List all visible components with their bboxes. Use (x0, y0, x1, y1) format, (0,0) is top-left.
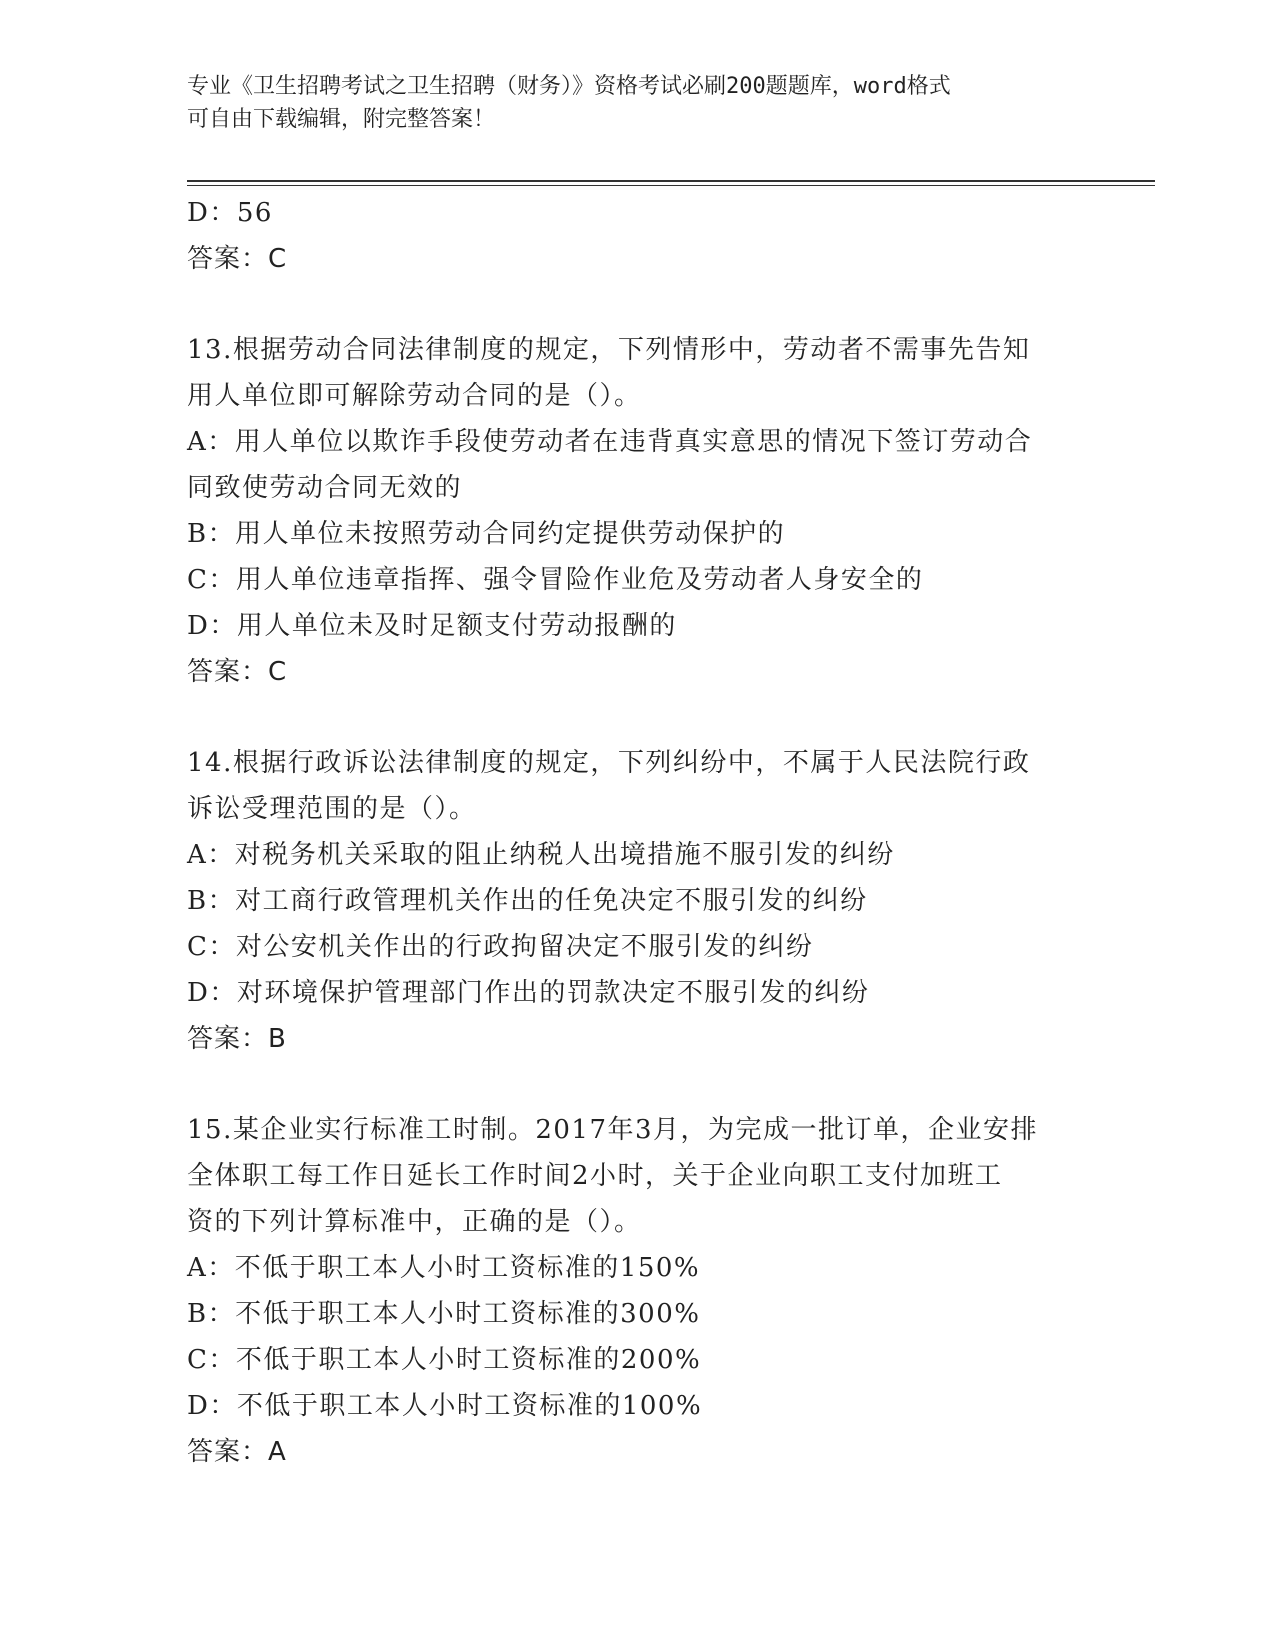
option-a: A：用人单位以欺诈手段使劳动者在违背真实意思的情况下签订劳动合 (187, 427, 1033, 457)
header-divider-thin (187, 185, 1155, 186)
answer: 答案：C (187, 657, 288, 687)
question-stem: 14.根据行政诉讼法律制度的规定，下列纠纷中，不属于人民法院行政 (187, 748, 1031, 778)
option-d: D：用人单位未及时足额支付劳动报酬的 (187, 611, 677, 641)
header-title-line-1: 专业《卫生招聘考试之卫生招聘（财务）》资格考试必刷200题题库，word格式 (187, 74, 951, 99)
document-body (187, 190, 1087, 1475)
question-stem: 诉讼受理范围的是（）。 (187, 794, 477, 824)
header-divider-thick (187, 180, 1155, 182)
answer: 答案：B (187, 1024, 287, 1054)
header-title-line-2: 可自由下载编辑，附完整答案！ (187, 107, 496, 132)
option-b: B：不低于职工本人小时工资标准的300% (187, 1299, 701, 1329)
option-c: C：不低于职工本人小时工资标准的200% (187, 1345, 702, 1375)
question-stem: 15.某企业实行标准工时制。2017年3月，为完成一批订单，企业安排 (187, 1115, 1039, 1145)
option-c: C：用人单位违章指挥、强令冒险作业危及劳动者人身安全的 (187, 565, 924, 595)
answer: 答案：C (187, 244, 288, 274)
option-a: A：对税务机关采取的阻止纳税人出境措施不服引发的纠纷 (187, 840, 895, 870)
option-b: B：对工商行政管理机关作出的任免决定不服引发的纠纷 (187, 886, 868, 916)
question-stem: 资的下列计算标准中，正确的是（）。 (187, 1207, 642, 1237)
option-a-cont: 同致使劳动合同无效的 (187, 473, 463, 503)
question-stem: 13.根据劳动合同法律制度的规定，下列情形中，劳动者不需事先告知 (187, 335, 1031, 365)
question-14 (187, 740, 1087, 1062)
previous-question-tail (187, 190, 1087, 282)
option-a: A：不低于职工本人小时工资标准的150% (187, 1253, 701, 1283)
question-stem: 全体职工每工作日延长工作时间2小时，关于企业向职工支付加班工 (187, 1161, 1003, 1191)
question-15 (187, 1107, 1087, 1475)
question-13 (187, 327, 1087, 695)
option-c: C：对公安机关作出的行政拘留决定不服引发的纠纷 (187, 932, 814, 962)
document-header (187, 70, 1067, 136)
option-d: D：不低于职工本人小时工资标准的100% (187, 1391, 703, 1421)
option-b: B：用人单位未按照劳动合同约定提供劳动保护的 (187, 519, 786, 549)
option-d: D：56 (187, 198, 273, 228)
question-stem: 用人单位即可解除劳动合同的是（）。 (187, 381, 642, 411)
option-d: D：对环境保护管理部门作出的罚款决定不服引发的纠纷 (187, 978, 870, 1008)
answer: 答案：A (187, 1437, 287, 1467)
